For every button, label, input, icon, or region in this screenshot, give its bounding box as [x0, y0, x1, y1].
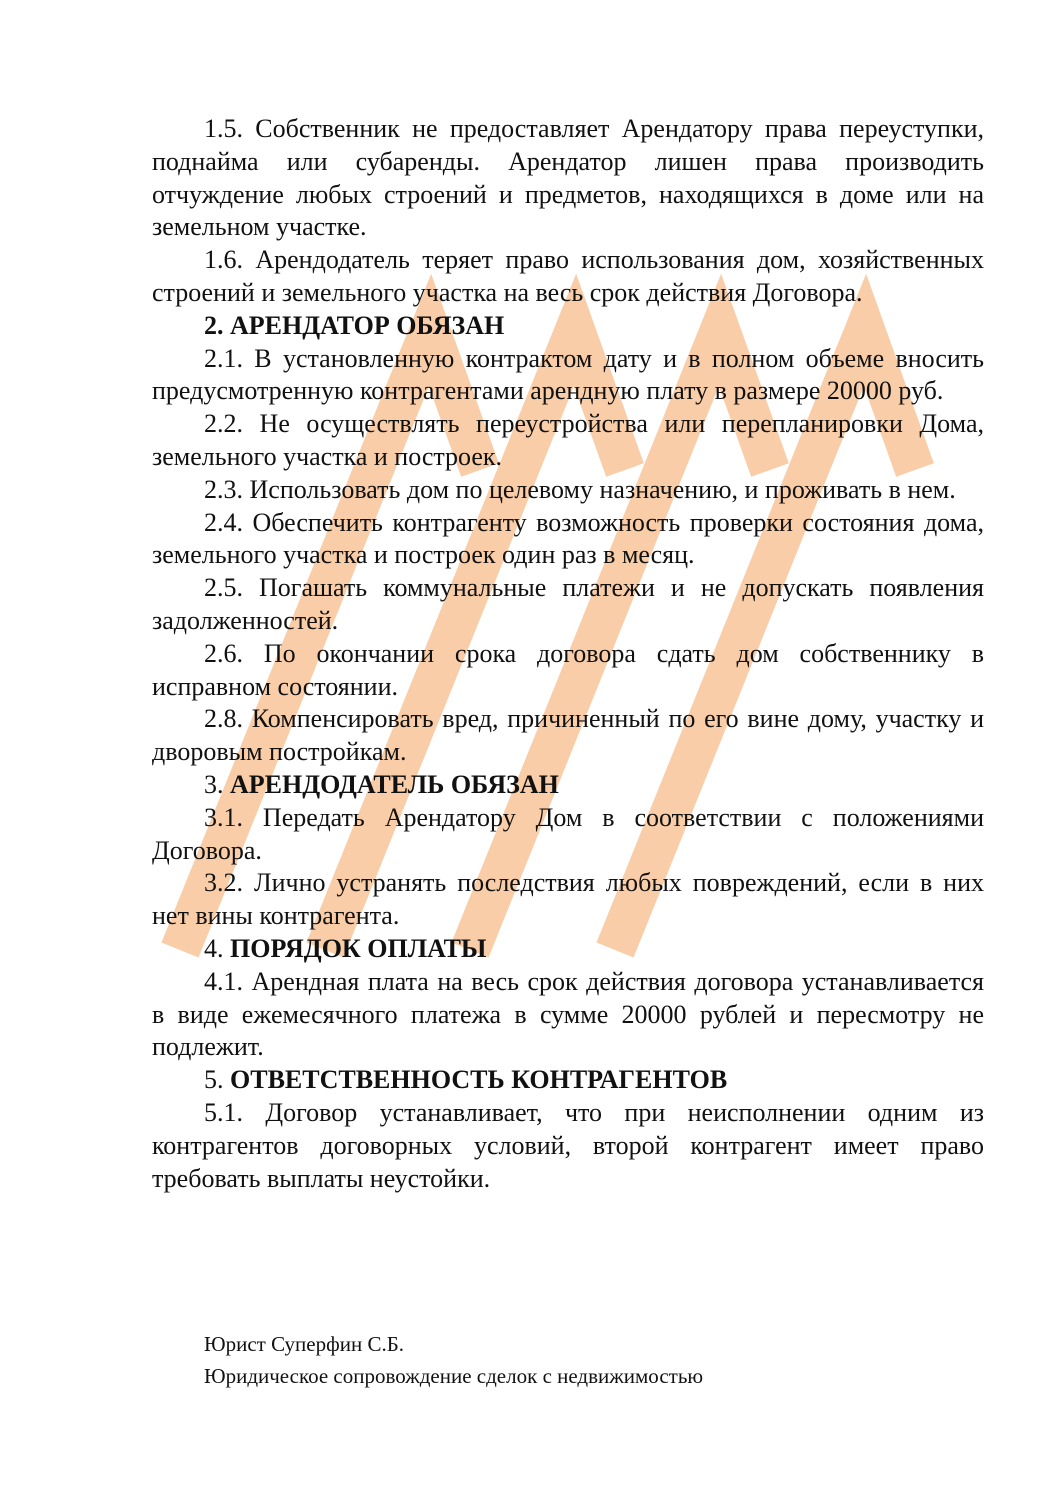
clause-3-1: 3.1. Передать Арендатору Дом в соответствии с положениями Договора.	[152, 802, 984, 865]
clause-5-1: 5.1. Договор устанавливает, что при неисполнении одним из контрагентов договорных условий, второй контрагент имеет право требовать выплаты неустойки.	[152, 1097, 984, 1193]
section-3-number: 3.	[204, 769, 230, 799]
section-4-number: 4.	[204, 933, 230, 963]
document-body	[152, 113, 984, 1195]
clause-2-2: 2.2. Не осуществлять переустройства или перепланировки Дома, земельного участка и построек.	[152, 409, 984, 471]
document-footer	[204, 1328, 703, 1392]
clause-2-1: 2.1. В установленную контрактом дату и в полном объеме вносить предусмотренную контрагентами арендную плату в размере 20000 руб.	[152, 343, 984, 406]
clause-1-5: 1.5. Собственник не предоставляет Арендатору права переуступки, поднайма или субаренды. Арендатор лишен права производить отчуждение любых строений и предметов, находящихся в доме или на земельном участке.	[152, 114, 984, 242]
clause-2-4: 2.4. Обеспечить контрагенту возможность проверки состояния дома, земельного участка и построек один раз в месяц.	[152, 507, 984, 570]
section-5-heading	[152, 1064, 984, 1097]
clause-2-6: 2.6. По окончании срока договора сдать дом собственнику в исправном состоянии.	[152, 638, 984, 701]
clause-1-6: 1.6. Арендодатель теряет право использования дом, хозяйственных строений и земельного участка на весь срок действия Договора.	[152, 245, 984, 307]
clause-3-2: 3.2. Лично устранять последствия любых повреждений, если в них нет вины контрагента.	[152, 868, 984, 931]
clause-2-8: 2.8. Компенсировать вред, причиненный по его вине дому, участку и дворовым постройкам.	[152, 704, 984, 767]
section-2-heading	[152, 310, 984, 343]
clause-2-3: 2.3. Использовать дом по целевому назначению, и проживать в нем.	[204, 474, 956, 504]
footer-author: Юрист Суперфин С.Б.	[204, 1332, 405, 1356]
clause-4-1: 4.1. Арендная плата на весь срок действия договора устанавливается в виде ежемесячного платежа в сумме 20000 рублей и пересмотру не подлежит.	[152, 966, 984, 1062]
section-3-heading	[152, 769, 984, 802]
section-3-title: АРЕНДОДАТЕЛЬ ОБЯЗАН	[230, 769, 559, 799]
section-4-title: ПОРЯДОК ОПЛАТЫ	[230, 933, 487, 963]
footer-service: Юридическое сопровождение сделок с недвижимостью	[204, 1364, 704, 1388]
section-2-title: 2. АРЕНДАТОР ОБЯЗАН	[204, 310, 505, 340]
section-5-title: ОТВЕТСТВЕННОСТЬ КОНТРАГЕНТОВ	[230, 1065, 728, 1095]
clause-2-5: 2.5. Погашать коммунальные платежи и не допускать появления задолженностей.	[152, 573, 984, 635]
section-5-number: 5.	[204, 1065, 230, 1095]
section-4-heading	[152, 933, 984, 966]
